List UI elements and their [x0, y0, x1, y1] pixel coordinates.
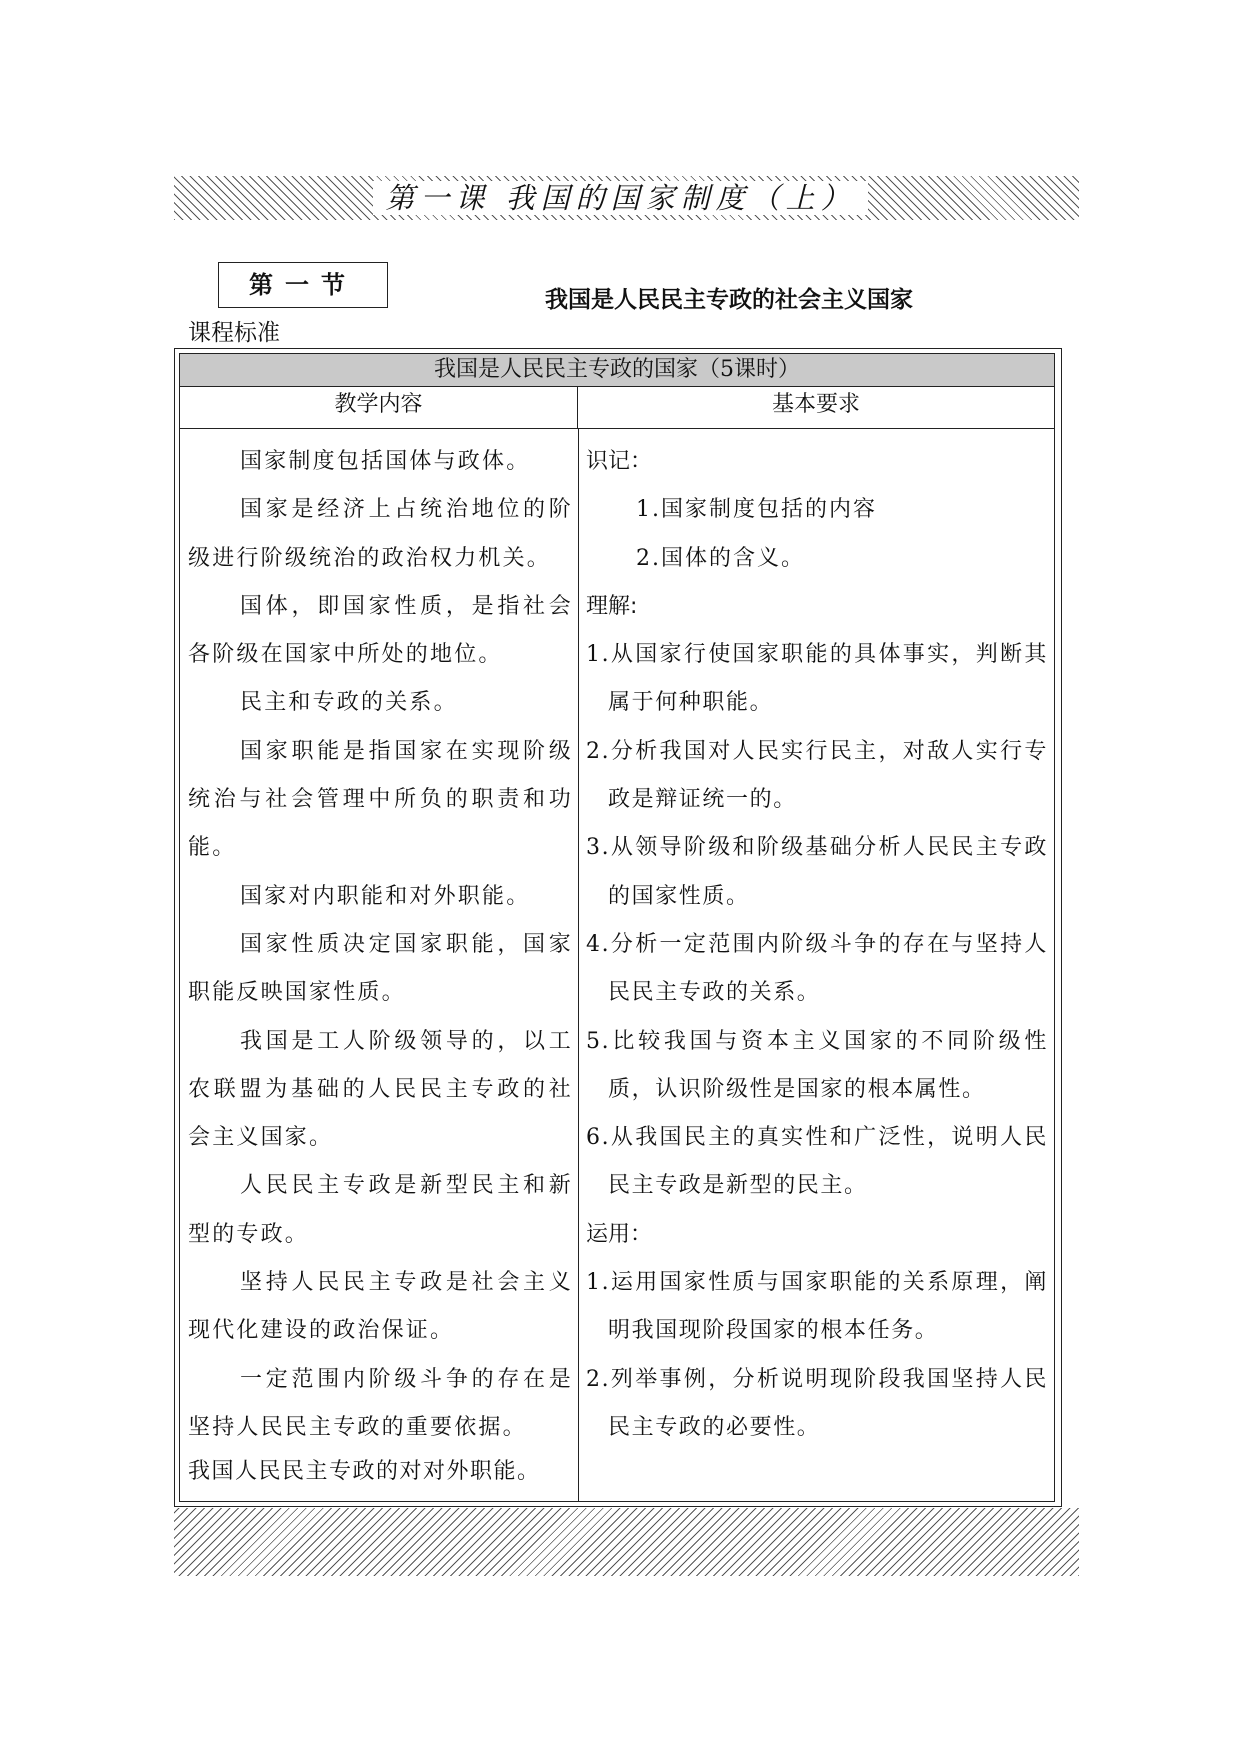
content-paragraph: 坚持人民民主专政是社会主义现代化建设的政治保证。 — [188, 1270, 573, 1344]
understand-heading: 理解: — [586, 593, 638, 619]
content-paragraph: 国家职能是指国家在实现阶级统治与社会管理中所负的职责和功能。 — [188, 738, 573, 861]
content-paragraph: 人民民主专政是新型民主和新型的专政。 — [188, 1173, 573, 1247]
section-label-box: 第一节 — [218, 262, 388, 308]
understand-item: 1.从国家行使国家职能的具体事实，判断其属于何种职能。 — [586, 642, 1048, 716]
lesson-title: 第一课 我国的国家制度（上） — [0, 180, 1241, 216]
understand-item: 5.比较我国与资本主义国家的不同阶级性质，认识阶级性是国家的根本属性。 — [586, 1028, 1048, 1102]
content-paragraph: 我国是工人阶级领导的，以工农联盟为基础的人民民主专政的社会主义国家。 — [188, 1028, 573, 1151]
table-header: 我国是人民民主专政的国家（5课时） — [180, 354, 1054, 387]
content-paragraph: 国家是经济上占统治地位的阶级进行阶级统治的政治权力机关。 — [188, 497, 573, 571]
content-paragraph: 国家制度包括国体与政体。 — [240, 449, 531, 474]
recall-item: 1.国家制度包括的内容 — [636, 497, 877, 523]
column-divider — [578, 429, 579, 1501]
content-paragraph: 民主和专政的关系。 — [240, 690, 458, 716]
understand-item: 2.分析我国对人民实行民主，对敌人实行专政是辩证统一的。 — [586, 738, 1048, 813]
understand-item: 3.从领导阶级和阶级基础分析人民民主专政的国家性质。 — [586, 835, 1048, 909]
apply-item: 2.列举事例，分析说明现阶段我国坚持人民民主专政的必要性。 — [586, 1366, 1048, 1440]
understand-item: 4.分析一定范围内阶级斗争的存在与坚持人民民主专政的关系。 — [586, 931, 1048, 1006]
curriculum-standard-label: 课程标准 — [188, 320, 280, 346]
recall-item: 2.国体的含义。 — [636, 545, 805, 571]
footer-banner-hatch — [174, 1508, 1079, 1576]
content-column — [188, 438, 573, 1492]
column-header-content: 教学内容 — [180, 387, 578, 429]
curriculum-table — [179, 353, 1055, 1502]
recall-heading: 识记： — [586, 449, 653, 474]
content-paragraph-last: 我国人民民主专政的对对外职能。 — [188, 1459, 541, 1485]
column-header-requirements: 基本要求 — [578, 387, 1054, 429]
apply-heading: 运用： — [586, 1221, 653, 1247]
content-paragraph: 国家对内职能和对外职能。 — [240, 883, 531, 909]
content-paragraph: 一定范围内阶级斗争的存在是坚持人民民主专政的重要依据。 — [188, 1366, 573, 1440]
apply-item: 1.运用国家性质与国家职能的关系原理，阐明我国现阶段国家的根本任务。 — [586, 1270, 1048, 1344]
content-paragraph: 国体，即国家性质，是指社会各阶级在国家中所处的地位。 — [188, 593, 573, 668]
section-title: 我国是人民民主专政的社会主义国家 — [545, 286, 913, 313]
understand-item: 6.从我国民主的真实性和广泛性，说明人民民主专政是新型的民主。 — [586, 1125, 1048, 1199]
requirements-column — [586, 438, 1048, 1452]
content-paragraph: 国家性质决定国家职能，国家职能反映国家性质。 — [188, 931, 573, 1006]
